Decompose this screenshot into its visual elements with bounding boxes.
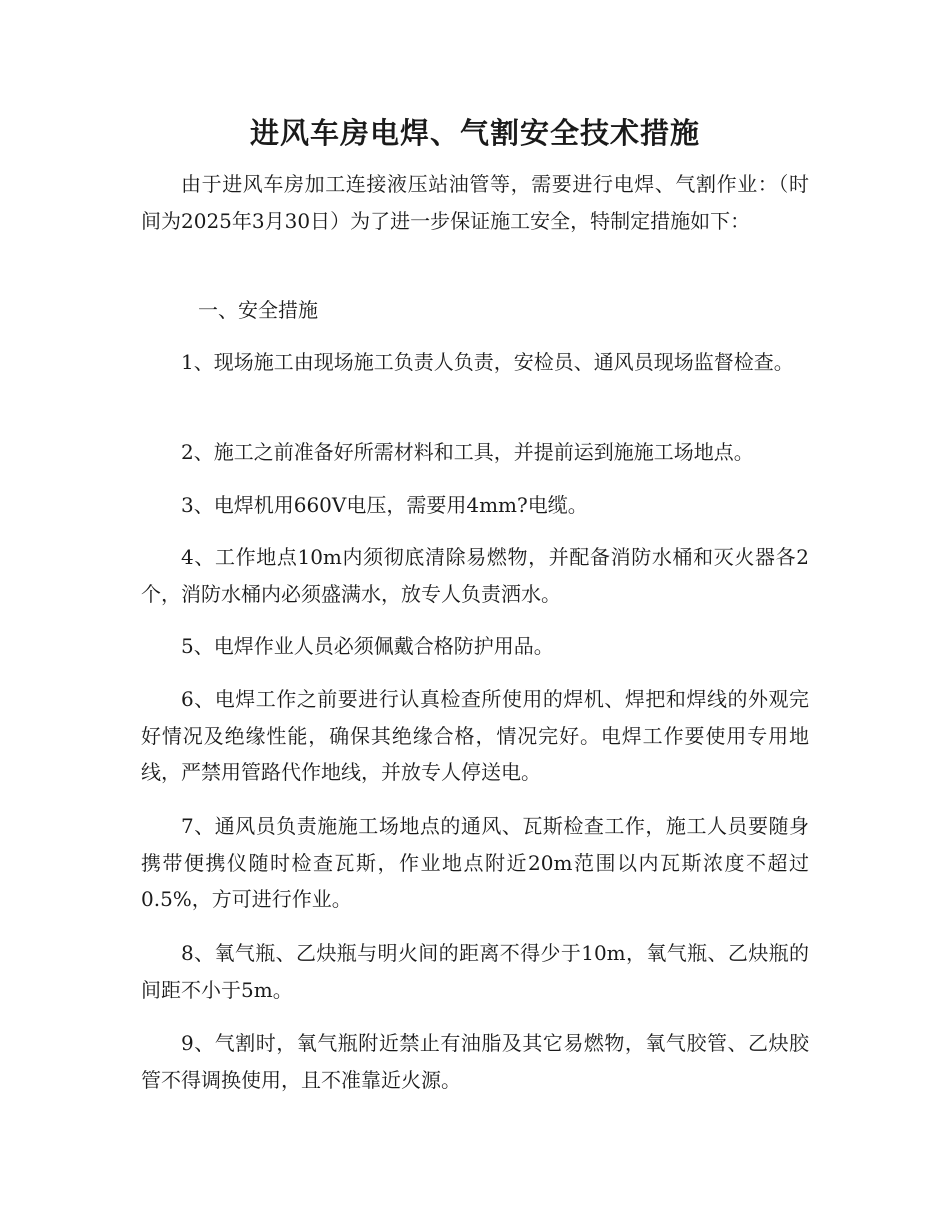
- list-item-2: 2、施工之前准备好所需材料和工具，并提前运到施施工场地点。: [181, 440, 754, 464]
- list-item-8: 8、氧气瓶、乙炔瓶与明火间的距离不得少于10m，氧气瓶、乙炔瓶的间距不小于5m。: [141, 941, 809, 1002]
- list-item-9: 9、气割时，氧气瓶附近禁止有油脂及其它易燃物，氧气胶管、乙炔胶管不得调换使用，且不准靠近火源。: [141, 1031, 809, 1092]
- list-item-7: 7、通风员负责施施工场地点的通风、瓦斯检查工作，施工人员要随身携带便携仪随时检查瓦斯，作业地点附近20m范围以内瓦斯浓度不超过0.5%，方可进行作业。: [141, 814, 809, 911]
- section-heading: 一、安全措施: [198, 298, 318, 322]
- list-item-1: 1、现场施工由现场施工负责人负责，安检员、通风员现场监督检查。: [181, 350, 794, 374]
- document-title: 进风车房电焊、气割安全技术措施: [249, 116, 700, 150]
- list-item-3: 3、电焊机用660V电压，需要用4mm?电缆。: [181, 493, 588, 517]
- list-item-5: 5、电焊作业人员必须佩戴合格防护用品。: [181, 634, 554, 658]
- intro-paragraph: 由于进风车房加工连接液压站油管等，需要进行电焊、气割作业：（时间为2025年3月30日）为了进一步保证施工安全，特制定措施如下：: [141, 172, 809, 233]
- list-item-6: 6、电焊工作之前要进行认真检查所使用的焊机、焊把和焊线的外观完好情况及绝缘性能，确保其绝缘合格，情况完好。电焊工作要使用专用地线，严禁用管路代作地线，并放专人停送电。: [141, 687, 809, 784]
- list-item-4: 4、工作地点10m内须彻底清除易燃物，并配备消防水桶和灭火器各2个，消防水桶内必须盛满水，放专人负责洒水。: [141, 545, 809, 606]
